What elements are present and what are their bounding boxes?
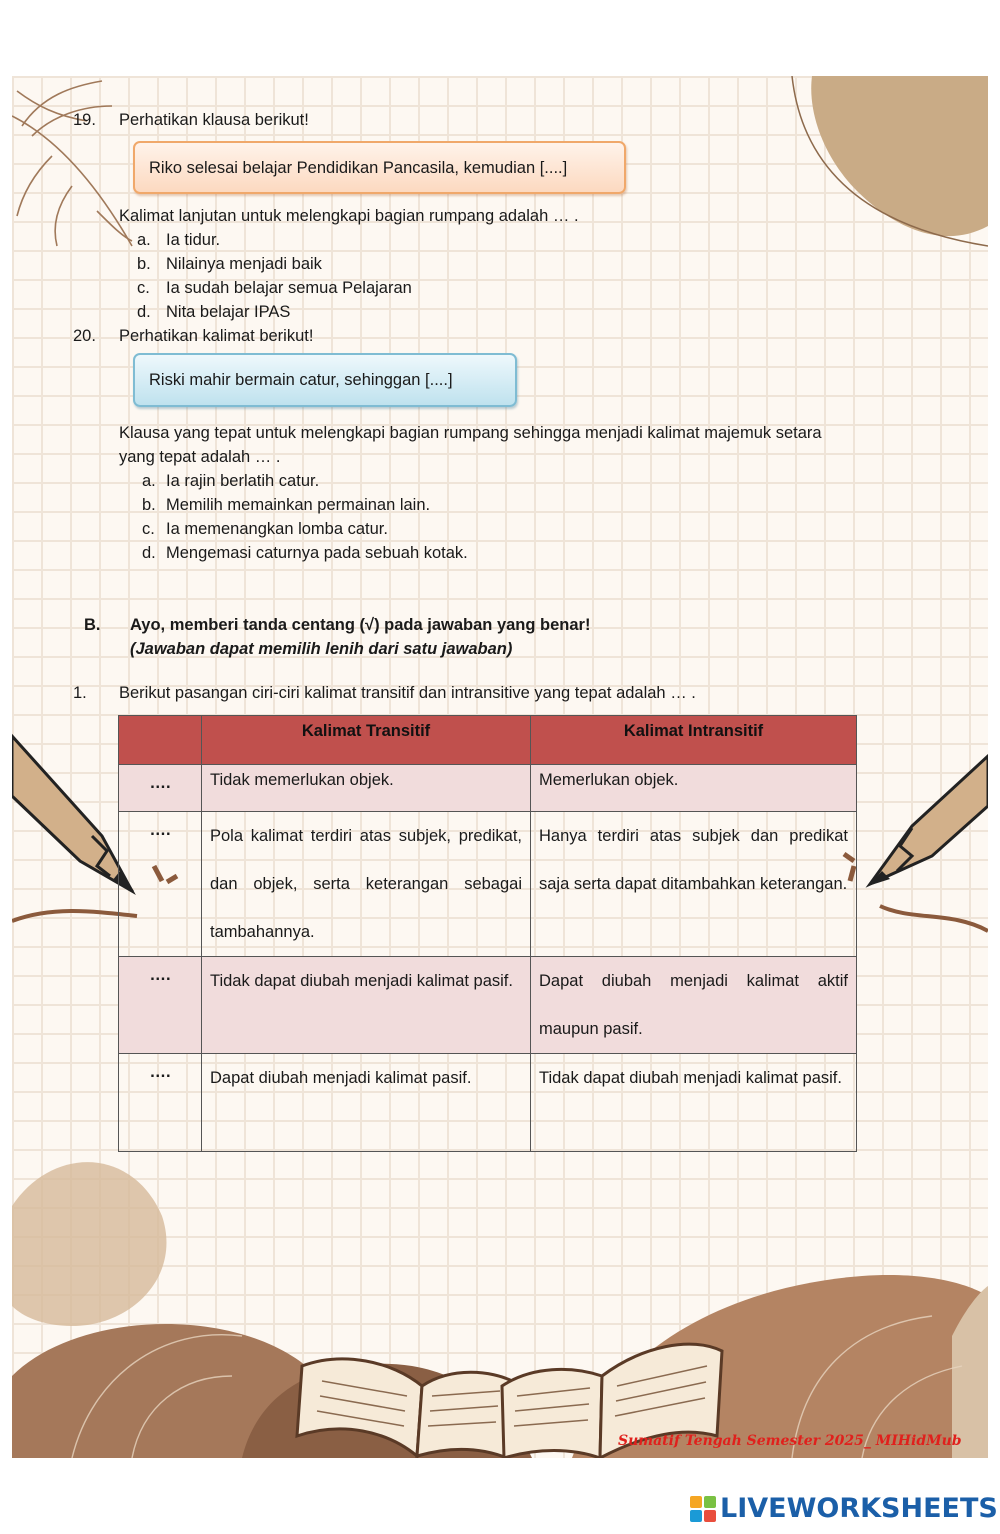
option-c[interactable]: Ia sudah belajar semua Pelajaran <box>166 279 412 297</box>
option-letter: a. <box>142 472 156 490</box>
liveworksheets-logo[interactable] <box>690 1493 998 1524</box>
header-intransitif: Kalimat Intransitif <box>531 716 857 765</box>
question-number: 20. <box>73 327 96 345</box>
option-letter: d. <box>137 303 151 321</box>
clause-text: Riko selesai belajar Pendidikan Pancasila, kemudian [....] <box>149 158 568 177</box>
option-letter: d. <box>142 544 156 562</box>
comparison-table <box>118 715 857 1152</box>
section-subtitle: (Jawaban dapat memilih lenih dari satu jawaban) <box>130 640 513 658</box>
question-text: Berikut pasangan ciri-ciri kalimat transitif dan intransitive yang tepat adalah … . <box>119 684 696 702</box>
transitif-cell: Tidak dapat diubah menjadi kalimat pasif. <box>202 957 531 1054</box>
option-a[interactable]: Ia rajin berlatih catur. <box>166 472 320 490</box>
section-letter: B. <box>84 616 101 634</box>
option-c[interactable]: Ia memenangkan lomba catur. <box>166 520 388 538</box>
question-text: Kalimat lanjutan untuk melengkapi bagian rumpang adalah … . <box>119 207 579 225</box>
question-number: 1. <box>73 684 87 702</box>
section-title: Ayo, memberi tanda centang (√) pada jawaban yang benar! <box>130 616 591 634</box>
liveworksheets-brand: LIVEWORKSHEETS <box>720 1493 998 1524</box>
table-header-row <box>119 716 857 765</box>
answer-mark-cell[interactable]: …. <box>119 957 202 1054</box>
option-d[interactable]: Nita belajar IPAS <box>166 303 291 321</box>
option-b[interactable]: Memilih memainkan permainan lain. <box>166 496 431 514</box>
answer-mark-cell[interactable]: …. <box>119 1054 202 1152</box>
footer-credit: Sumatif Tengah Semester 2025_ MIHidMub <box>618 1433 962 1449</box>
transitif-cell: Dapat diubah menjadi kalimat pasif. <box>202 1054 531 1152</box>
intransitif-cell: Memerlukan objek. <box>531 765 857 812</box>
question-prompt: Perhatikan klausa berikut! <box>119 111 309 129</box>
tan-blob-shape <box>811 76 988 236</box>
sentence-text: Riski mahir bermain catur, sehinggan [....] <box>149 371 453 389</box>
answer-mark-cell[interactable]: …. <box>119 765 202 812</box>
option-d[interactable]: Mengemasi caturnya pada sebuah kotak. <box>166 544 468 562</box>
table-row <box>119 765 857 812</box>
option-letter: c. <box>137 279 150 297</box>
answer-mark-cell[interactable]: …. <box>119 812 202 957</box>
pencil-right-icon <box>844 756 988 931</box>
header-transitif: Kalimat Transitif <box>202 716 531 765</box>
question-number: 19. <box>73 111 96 129</box>
sentence-box <box>133 353 517 407</box>
header-cell-mark <box>119 716 202 765</box>
liveworksheets-logo-icon <box>690 1496 716 1522</box>
option-letter: c. <box>142 520 155 538</box>
transitif-cell: Pola kalimat terdiri atas subjek, predikat, dan objek, serta keterangan sebagai tambahannya. <box>202 812 531 957</box>
option-b[interactable]: Nilainya menjadi baik <box>166 255 322 273</box>
option-letter: b. <box>137 255 151 273</box>
table-row <box>119 957 857 1054</box>
table-row <box>119 1054 857 1152</box>
tan-blob-shape <box>12 1162 166 1326</box>
intransitif-cell: Hanya terdiri atas subjek dan predikat saja serta dapat ditambahkan keterangan. <box>531 812 857 957</box>
question-prompt: Perhatikan kalimat berikut! <box>119 327 314 345</box>
transitif-cell: Tidak memerlukan objek. <box>202 765 531 812</box>
table-row <box>119 812 857 957</box>
question-text: Klausa yang tepat untuk melengkapi bagian rumpang sehingga menjadi kalimat majemuk setara <box>119 424 822 442</box>
question-text: yang tepat adalah … . <box>119 448 281 466</box>
intransitif-cell: Tidak dapat diubah menjadi kalimat pasif. <box>531 1054 857 1152</box>
option-letter: a. <box>137 231 151 249</box>
clause-box <box>133 141 626 194</box>
leaf-branch-icon <box>12 81 132 246</box>
option-a[interactable]: Ia tidur. <box>166 231 221 249</box>
intransitif-cell: Dapat diubah menjadi kalimat aktif maupun pasif. <box>531 957 857 1054</box>
option-letter: b. <box>142 496 156 514</box>
